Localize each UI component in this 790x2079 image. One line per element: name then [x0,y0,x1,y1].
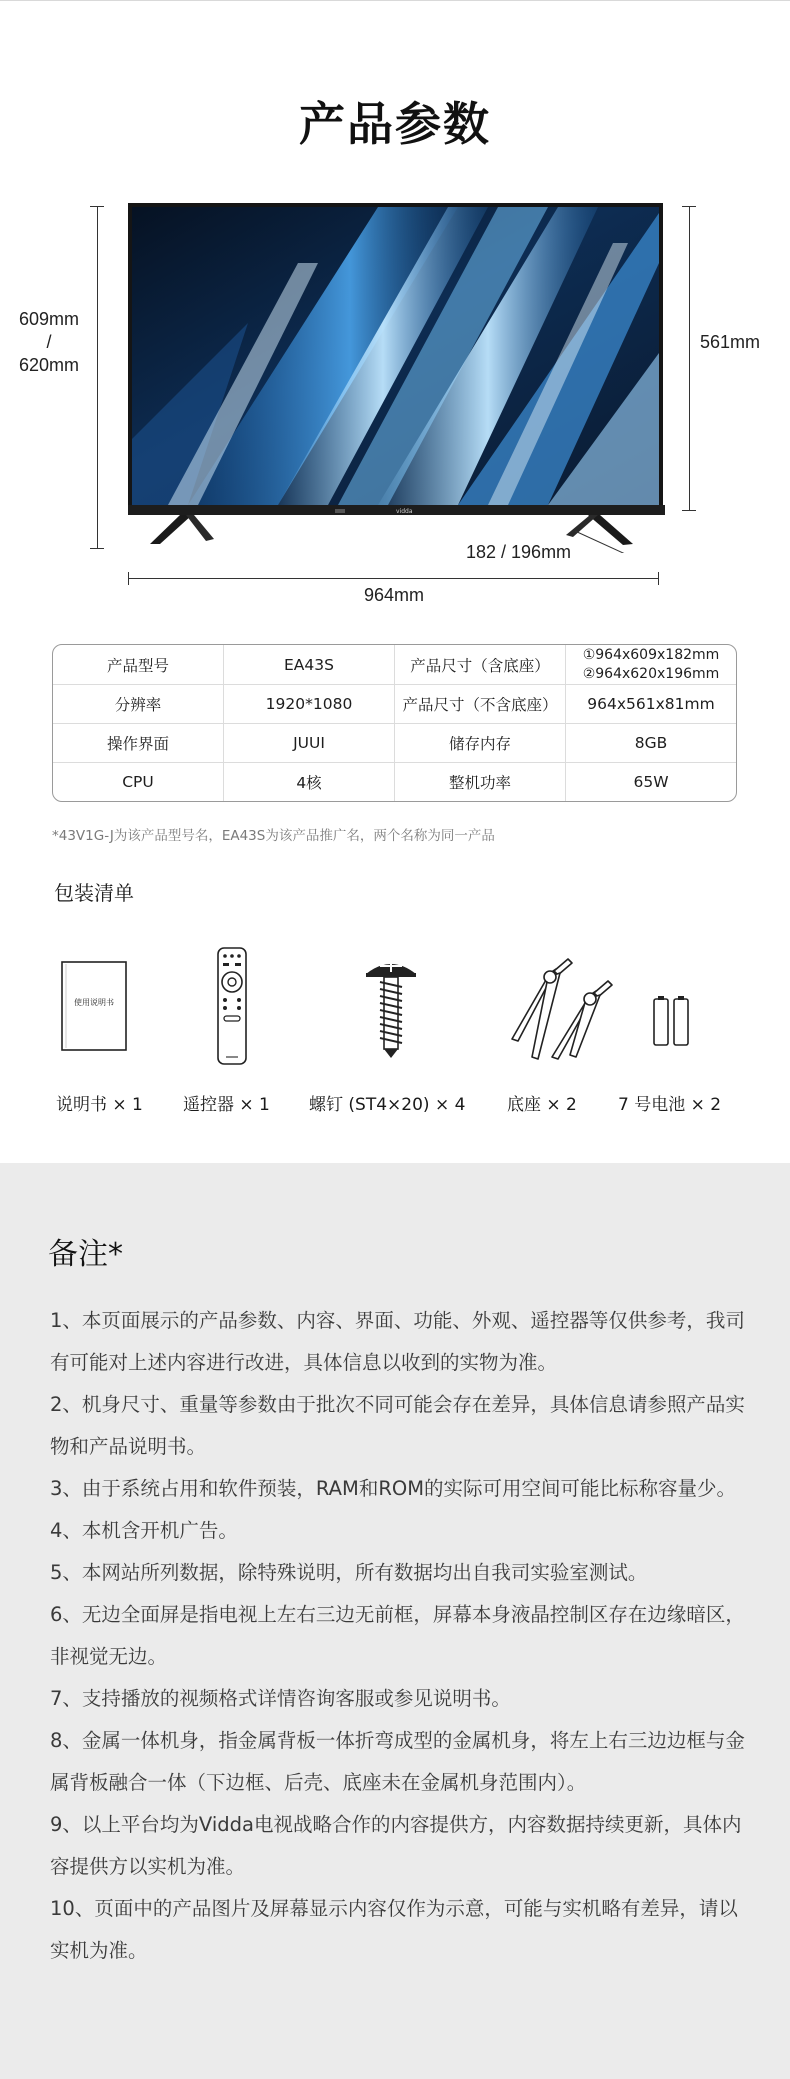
height-dimension-line [97,206,98,549]
stand-icon [510,955,614,1061]
spec-row [53,723,736,762]
spec-label: 操作界面 [106,735,169,753]
note-item: 4、本机含开机广告。 [50,1519,238,1542]
spec-value: JUUI [223,724,394,762]
width-tick-right [658,572,659,585]
spec-value: 65W [565,763,736,801]
screen-height-label: 561mm [700,332,761,352]
screw-icon [362,956,420,1060]
spec-label: CPU [122,773,154,791]
height-tick-top [90,206,104,207]
spec-label: 产品尺寸（含底座） [394,645,565,684]
spec-footnote: *43V1G-J为该产品型号名，EA43S为该产品推广名，两个名称为同一产品 [52,828,495,844]
height-with-base-label: 609mm / 620mm [18,309,80,375]
screen-height-tick-bottom [682,510,696,511]
spec-value: ①964x609x182mm ②964x620x196mm [565,645,736,684]
spec-label: 产品尺寸（不含底座） [394,685,565,723]
spec-table [52,644,737,802]
note-item: 9、以上平台均为Vidda电视战略合作的内容提供方，内容数据持续更新，具体内容提供方以实机为准。 [50,1813,742,1878]
svg-text:使用说明书: 使用说明书 [74,998,114,1007]
spec-row [53,762,736,801]
width-label: 964mm [364,585,425,605]
note-item: 3、由于系统占用和软件预装，RAM和ROM的实际可用空间可能比标称容量少。 [50,1477,737,1500]
remote-icon [214,946,250,1066]
package-label-stand: 底座 × 2 [507,1095,577,1115]
note-item: 10、页面中的产品图片及屏幕显示内容仅作为示意，可能与实机略有差异，请以实机为准。 [50,1897,738,1962]
notes-title: 备注* [48,1237,123,1272]
width-dimension-line [128,578,659,579]
note-item: 7、支持播放的视频格式详情咨询客服或参见说明书。 [50,1687,511,1710]
tv-logo: vidda [396,508,413,515]
depth-label: 182 / 196mm [466,542,572,562]
tv-illustration [128,203,668,553]
note-item: 5、本网站所列数据，除特殊说明，所有数据均出自我司实验室测试。 [50,1561,648,1584]
note-item: 8、金属一体机身，指金属背板一体折弯成型的金属机身，将左上右三边边框与金属背板融合一体（下边框、后壳、底座未在金属机身范围内）。 [50,1729,745,1794]
top-divider [0,0,790,1]
height-tick-bottom [90,548,104,549]
manual-icon [58,958,130,1054]
left-stand [150,515,192,544]
spec-label: 分辨率 [114,696,162,714]
spec-value: EA43S [223,645,394,684]
spec-value: 8GB [565,724,736,762]
screen-height-line [689,206,690,511]
spec-label: 储存内存 [394,724,565,762]
package-label-battery: 7 号电池 × 2 [618,1095,722,1115]
package-title: 包装清单 [54,881,134,905]
spec-label: 整机功率 [394,763,565,801]
package-label-manual: 说明书 × 1 [56,1095,143,1115]
note-item: 2、机身尺寸、重量等参数由于批次不同可能会存在差异，具体信息请参照产品实物和产品说明书。 [50,1393,745,1458]
page-title: 产品参数 [299,97,491,151]
spec-row [53,645,736,684]
spec-row [53,684,736,723]
notes-section [0,1163,790,2079]
package-label-remote: 遥控器 × 1 [183,1095,270,1115]
note-item: 6、无边全面屏是指电视上左右三边无前框，屏幕本身液晶控制区存在边缘暗区，非视觉无边。 [50,1603,745,1668]
screen-height-tick-top [682,206,696,207]
spec-value: 964x561x81mm [565,685,736,723]
spec-value: 1920*1080 [223,685,394,723]
tv-sensor [335,509,345,513]
notes-list [50,1300,750,1972]
package-label-screw: 螺钉 (ST4×20) × 4 [309,1095,466,1115]
battery-icon [652,995,690,1047]
width-tick-left [128,572,129,585]
spec-value: 4核 [223,763,394,801]
note-item: 1、本页面展示的产品参数、内容、界面、功能、外观、遥控器等仅供参考，我司有可能对上述内容进行改进，具体信息以收到的实物为准。 [50,1309,745,1374]
spec-label: 产品型号 [106,656,169,675]
